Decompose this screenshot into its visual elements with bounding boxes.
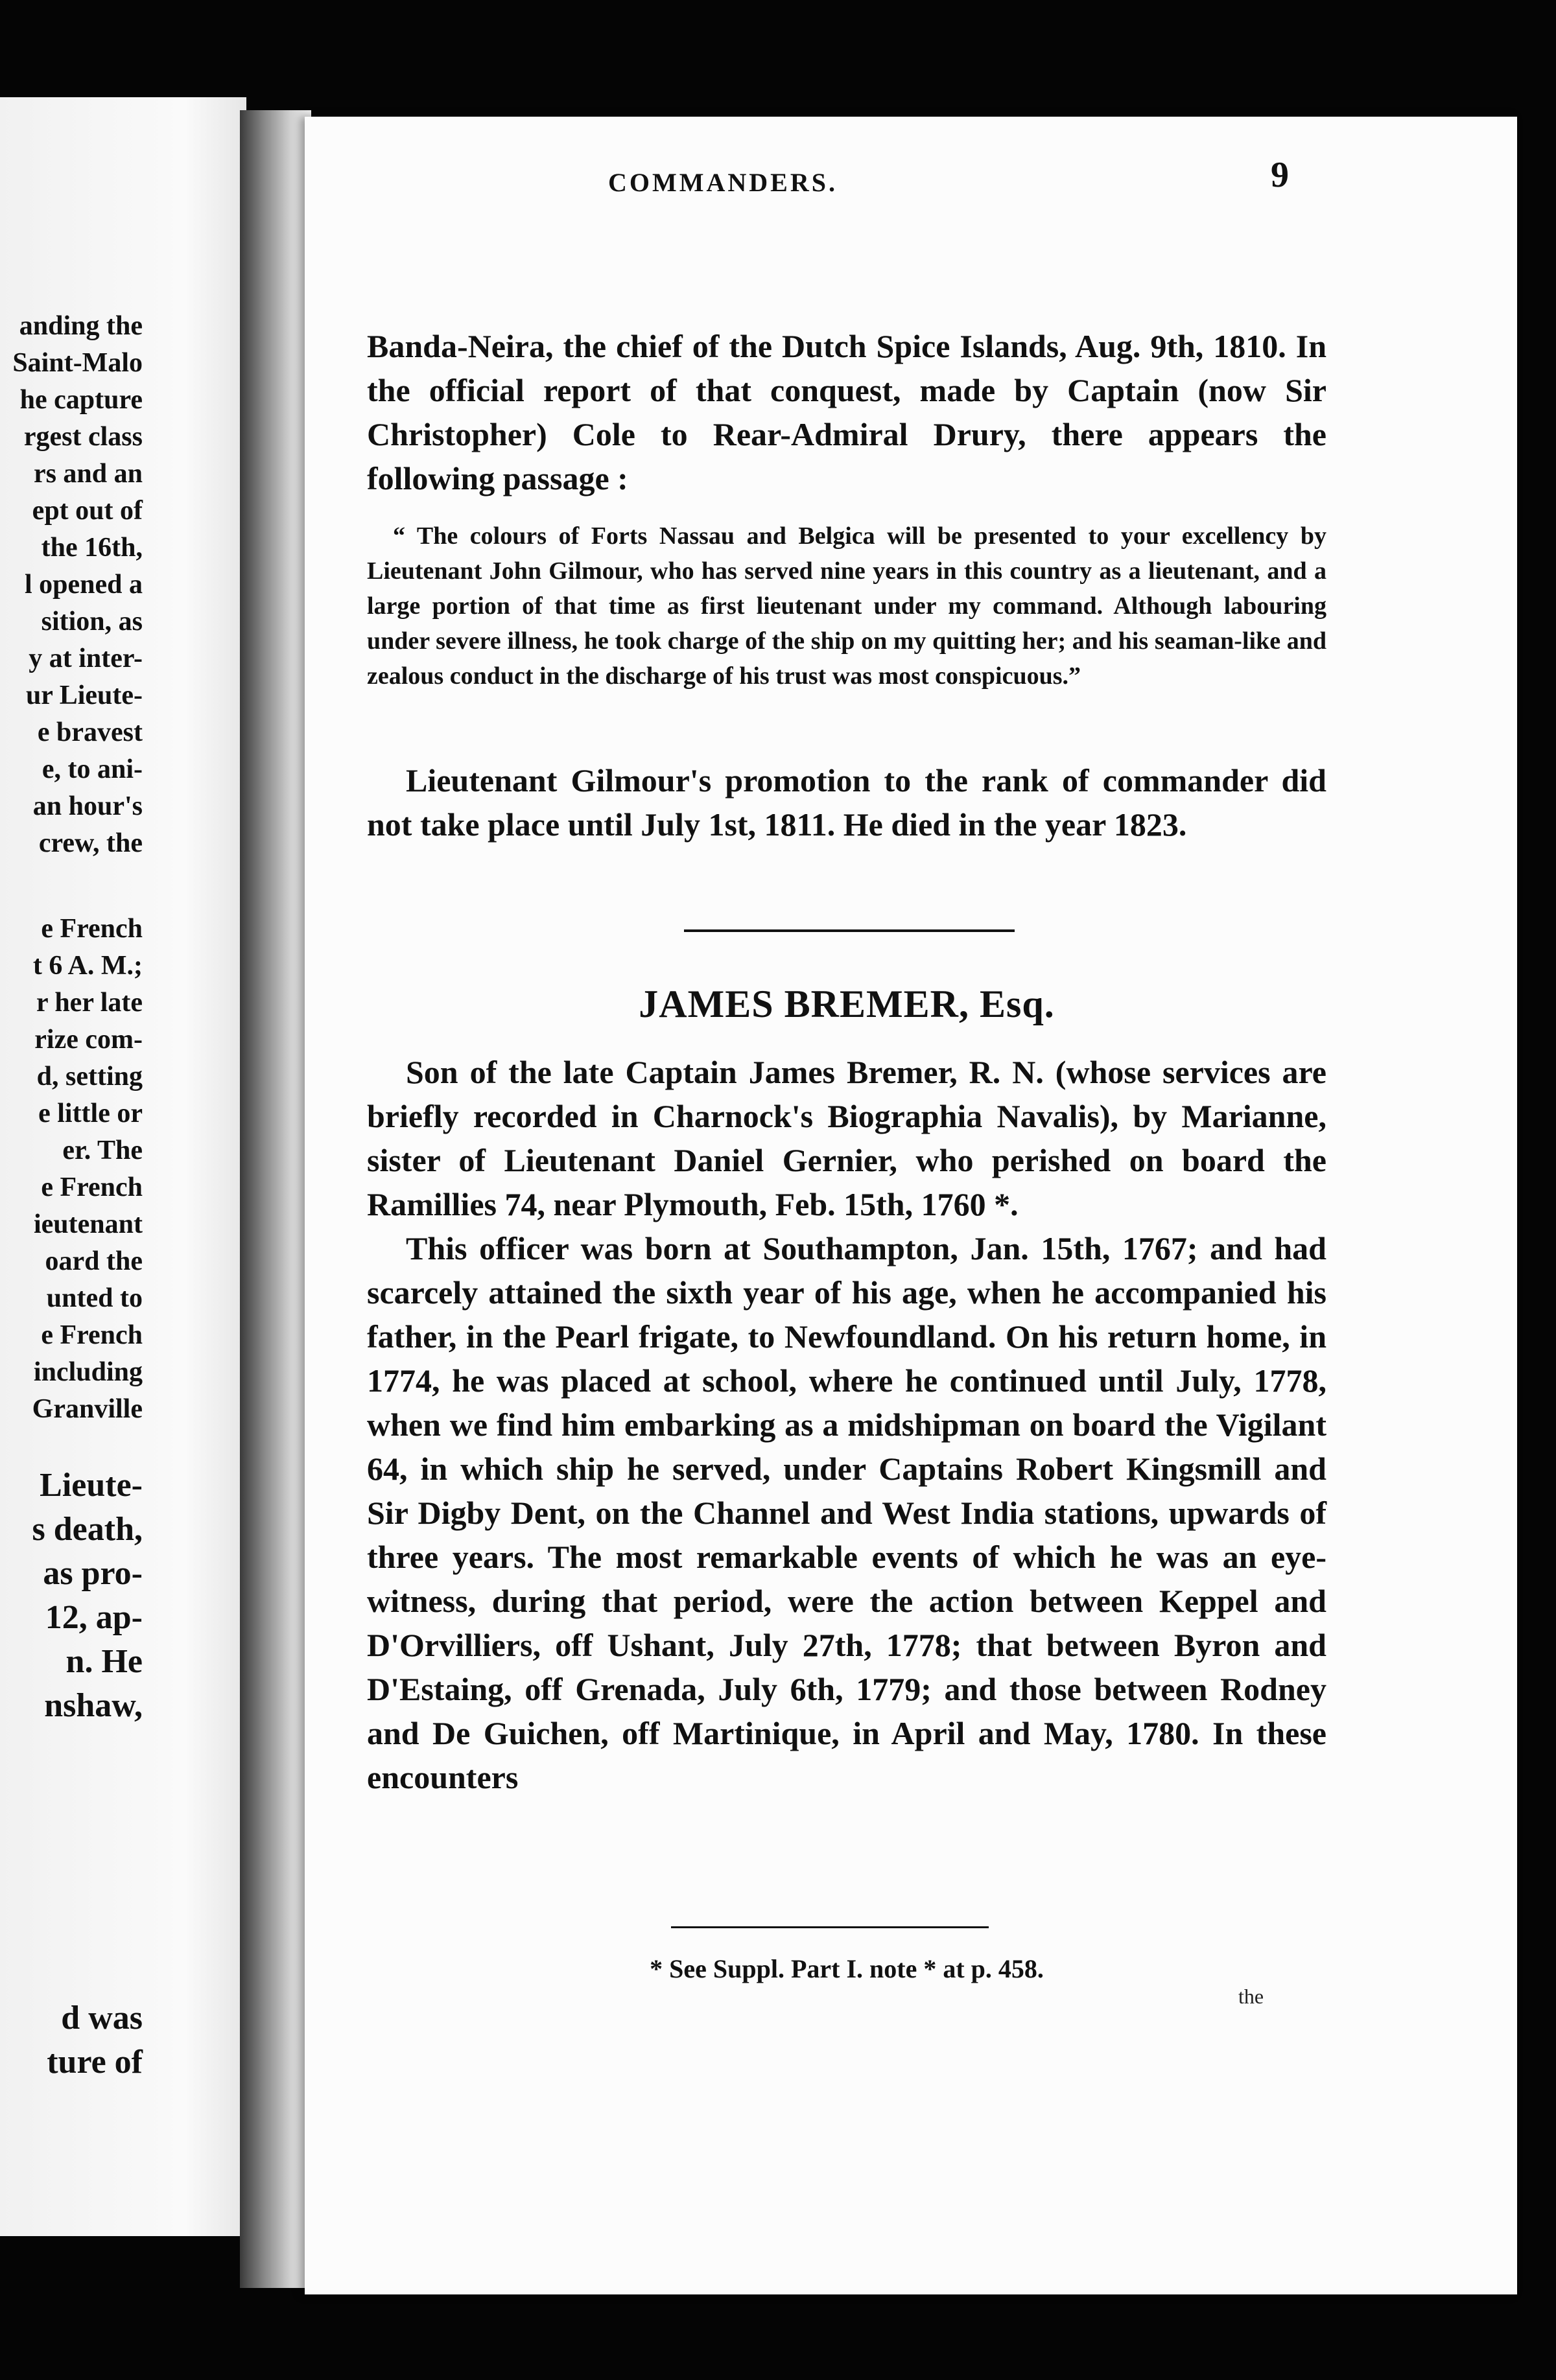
- left-page-line: ept out of: [32, 496, 143, 526]
- book-gutter: [240, 110, 311, 2288]
- left-page-line: ur Lieute-: [25, 681, 143, 710]
- left-page-fragments-c: [32, 1464, 143, 1728]
- left-page-line: Granville: [32, 1394, 143, 1424]
- closing-paragraph: Lieutenant Gilmour's promotion to the rank of commander did not take place until July 1st, 1811. He died in the year 1823.: [367, 762, 1326, 843]
- left-page-fragments-a: [12, 308, 143, 862]
- section-divider-rule: [684, 929, 1015, 932]
- footnote: * See Suppl. Part I. note * at p. 458.: [650, 1954, 1044, 1983]
- left-page-line: l opened a: [24, 570, 143, 600]
- left-page-line: ture of: [47, 2044, 143, 2081]
- closing-text-block: [367, 758, 1326, 846]
- left-page-line: ieutenant: [34, 1209, 143, 1239]
- left-page-line: Saint-Malo: [12, 348, 143, 378]
- biography-text-block: [367, 1050, 1326, 1799]
- catchword: the: [1238, 1985, 1264, 2008]
- left-page-line: r her late: [36, 988, 143, 1018]
- running-head: COMMANDERS.: [608, 168, 838, 197]
- left-page-line: e, to ani-: [41, 754, 143, 784]
- quoted-passage-block: [367, 519, 1326, 694]
- left-page-line: he capture: [19, 385, 143, 415]
- left-page-line: n. He: [65, 1643, 143, 1680]
- left-page-line: rize com-: [34, 1025, 143, 1055]
- left-page-line: y at inter-: [29, 644, 143, 673]
- left-page-line: 12, ap-: [45, 1599, 143, 1636]
- opening-paragraph: Banda-Neira, the chief of the Dutch Spice Islands, Aug. 9th, 1810. In the official report of that conquest, made by Captain (now Sir Christopher) Cole to Rear-Admiral Drury, there appears the following passage :: [367, 328, 1326, 496]
- left-page-line: the 16th,: [41, 533, 143, 563]
- left-page-line: nshaw,: [44, 1687, 143, 1724]
- left-page-line: including: [33, 1357, 143, 1387]
- left-page-fragments-d: [47, 1996, 143, 2084]
- left-facing-page: [0, 97, 246, 2236]
- opening-text-block: [367, 324, 1326, 500]
- footnote-rule: [671, 1926, 989, 1928]
- left-page-line: e French: [41, 914, 143, 944]
- biography-paragraph-2: This officer was born at Southampton, Jan. 15th, 1767; and had scarcely attained the sixth year of his age, when he accompanied his father, in the Pearl frigate, to Newfoundland. On his return home, in 1774, he was placed at school, where he continued until July, 1778, when we find him embarking as a midshipman on board the Vigilant 64, in which ship he served, under Captains Robert Kingsmill and Sir Digby Dent, on the Channel and West India stations, upwards of three years. The most remarkable events of which he was an eye-witness, during that period, were the action between Keppel and D'Orvilliers, off Ushant, July 27th, 1778; that between Byron and D'Estaing, off Grenada, July 6th, 1779; and those between Rodney and De Guichen, off Martinique, in April and May, 1780. In these encounters: [367, 1230, 1326, 1795]
- left-page-line: rs and an: [33, 459, 143, 489]
- left-page-line: an hour's: [32, 791, 143, 821]
- left-page-line: t 6 A. M.;: [32, 951, 143, 981]
- biography-paragraph-1: Son of the late Captain James Bremer, R. N. (whose services are briefly recorded in Charnock's Biographia Navalis), by Marianne, sister of Lieutenant Daniel Gernier, who perished on board the Ramillies 74, near Plymouth, Feb. 15th, 1760 *.: [367, 1054, 1326, 1222]
- left-page-line: rgest class: [23, 422, 143, 452]
- page-number: 9: [1271, 155, 1289, 195]
- left-page-line: e French: [41, 1172, 143, 1202]
- left-page-line: d was: [61, 2000, 143, 2036]
- left-page-line: e French: [41, 1320, 143, 1350]
- left-page-line: s death,: [32, 1511, 143, 1548]
- left-page-line: oard the: [45, 1246, 143, 1276]
- left-page-line: e bravest: [37, 718, 143, 747]
- left-page-line: Lieute-: [40, 1467, 143, 1504]
- left-page-line: er. The: [62, 1136, 143, 1165]
- quoted-passage: “ The colours of Forts Nassau and Belgica will be presented to your excellency by Lieutenant John Gilmour, who has served nine years in this country as a lieutenant, and a large portion of that time as first lieutenant under my command. Although labouring under severe illness, he took charge of the ship on my quitting her; and his seaman-like and zealous conduct in the discharge of his trust was most conspicuous.”: [367, 522, 1326, 690]
- left-page-line: crew, the: [38, 828, 143, 858]
- left-page-line: as pro-: [43, 1555, 143, 1592]
- left-page-line: d, setting: [36, 1062, 143, 1091]
- left-page-line: anding the: [19, 311, 143, 341]
- left-page-line: sition, as: [41, 607, 143, 636]
- left-page-line: unted to: [46, 1283, 143, 1313]
- section-heading: JAMES BREMER, Esq.: [639, 983, 1055, 1025]
- left-page-line: e little or: [38, 1099, 143, 1128]
- left-page-fragments-b: [32, 911, 143, 1428]
